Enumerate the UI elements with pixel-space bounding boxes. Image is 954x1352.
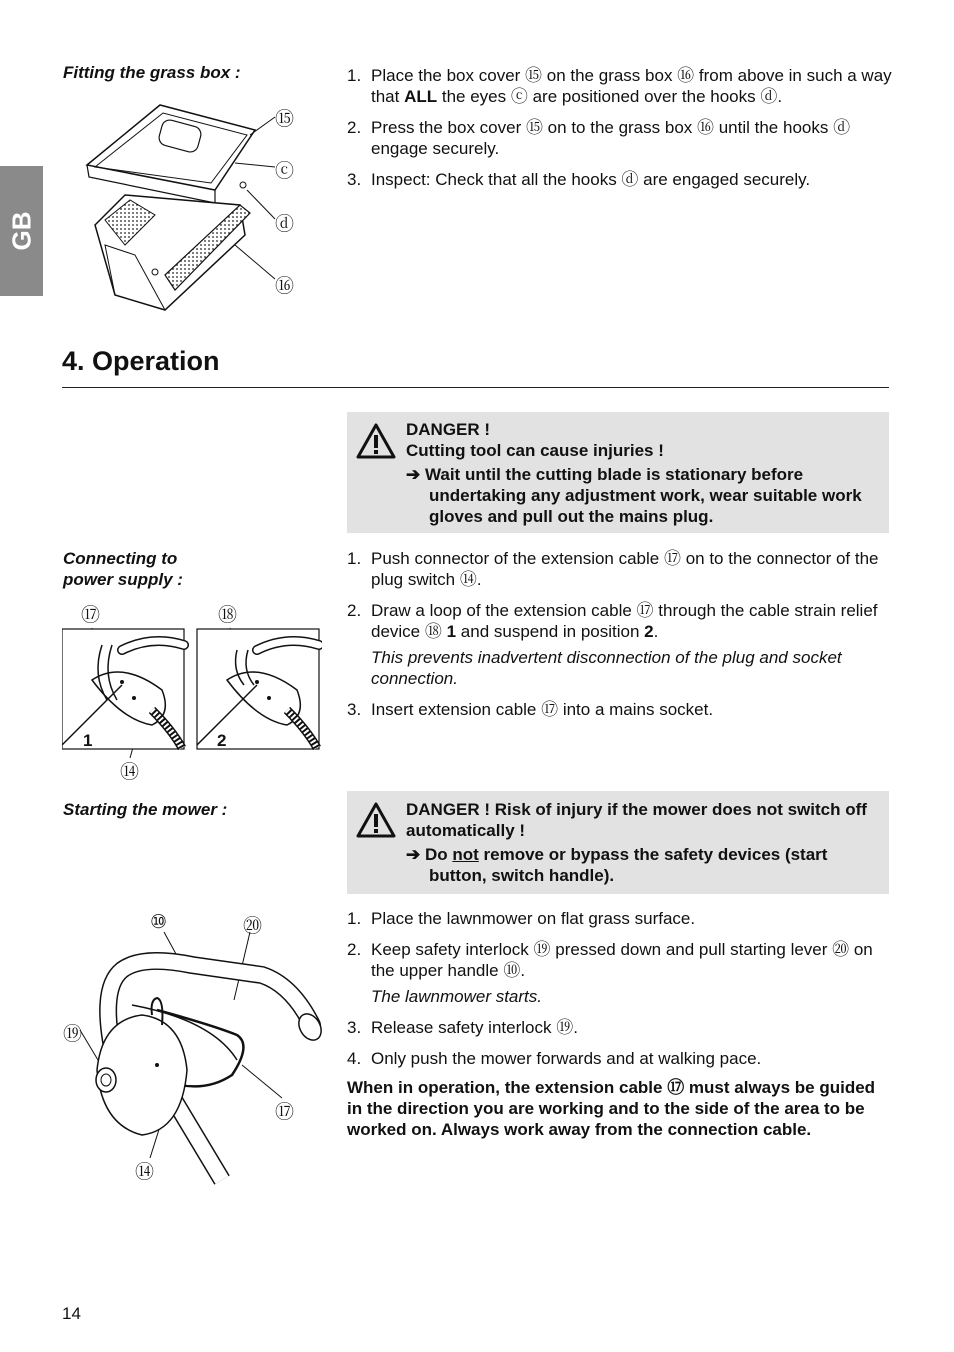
danger-instruction: ➔ Do not remove or bypass the safety devices (start button, switch handle). (406, 845, 828, 885)
callout-17: ⑰ (81, 605, 101, 626)
warning-icon (355, 801, 397, 839)
section-label-fitting-grass-box: Fitting the grass box : (63, 63, 241, 82)
mower-handle-illustration (62, 930, 324, 1185)
danger-instruction: ➔ Wait until the cutting blade is stationary before undertaking any adjustment work, wear suitable work gloves and pull out the mains plug. (406, 465, 862, 526)
operation-note: When in operation, the extension cable ⑰ must always be guided in the direction you are working and to the side of the area to be worked on. Always work away from the connection cable. (347, 1078, 876, 1139)
heading-rule (62, 387, 889, 388)
language-tab-label: GB (6, 211, 36, 251)
step-1: 1. Place the lawnmower on flat grass surface. (347, 909, 696, 928)
step-note: The lawnmower starts. (371, 987, 542, 1006)
callout-14: ⑭ (120, 762, 140, 783)
page-heading: 4. Operation (62, 346, 220, 376)
step-1: 1. Place the box cover ⑮ on the grass box ⑯ from above in such a way that ALL the eyes ⓒ are positioned over the hooks ⓓ. (347, 66, 892, 106)
section-label-connecting: Connecting to power supply : (63, 549, 183, 589)
danger-box-cutting-tool (347, 412, 889, 533)
callout-15: ⑮ (275, 109, 295, 130)
step-2: 2. Keep safety interlock ⑲ pressed down and pull starting lever ⑳ on the upper handle ⑩. The lawnmower starts. (347, 939, 892, 1007)
step-3: 3. Insert extension cable ⑰ into a mains socket. (347, 700, 714, 719)
language-tab (0, 166, 43, 296)
callout-14b: ⑭ (135, 1162, 155, 1183)
grass-box-steps (347, 65, 892, 200)
callout-19: ⑲ (63, 1024, 83, 1045)
step-1: 1. Push connector of the extension cable ⑰ on to the connector of the plug switch ⑭. (347, 549, 879, 589)
callout-16: ⑯ (275, 276, 295, 297)
panel-label-1: 1 (83, 731, 93, 750)
section-label-starting: Starting the mower : (63, 800, 228, 819)
starting-steps (347, 908, 892, 1079)
callout-18: ⑱ (218, 605, 238, 626)
step-2: 2. Press the box cover ⑮ on to the grass box ⑯ until the hooks ⓓ engage securely. (347, 118, 851, 158)
step-2: 2. Draw a loop of the extension cable ⑰ through the cable strain relief device ⑱ 1 and suspend in position 2. This prevents inadvertent disconnection of the plug and socket connection. (347, 600, 892, 689)
danger-title: DANGER ! Risk of injury if the mower does not switch off automatically ! (406, 800, 867, 840)
callout-c: ⓒ (275, 161, 295, 182)
step-3: 3. Release safety interlock ⑲. (347, 1018, 578, 1037)
danger-title: DANGER ! (406, 420, 491, 439)
callout-d: ⓓ (275, 214, 295, 235)
step-3: 3. Inspect: Check that all the hooks ⓓ are engaged securely. (347, 170, 811, 189)
page-number: 14 (62, 1304, 81, 1323)
step-4: 4. Only push the mower forwards and at walking pace. (347, 1049, 762, 1068)
danger-subtitle: Cutting tool can cause injuries ! (406, 441, 664, 460)
callout-20: ⑳ (243, 916, 263, 937)
danger-box-safety-devices (347, 791, 889, 894)
callout-10: ⑩ (150, 912, 168, 933)
connection-steps (347, 548, 892, 730)
callout-17b: ⑰ (275, 1102, 295, 1123)
warning-icon (355, 422, 397, 460)
power-connection-illustration (62, 620, 322, 760)
panel-label-2: 2 (217, 731, 227, 750)
step-note: This prevents inadvertent disconnection of the plug and socket connection. (371, 648, 842, 688)
